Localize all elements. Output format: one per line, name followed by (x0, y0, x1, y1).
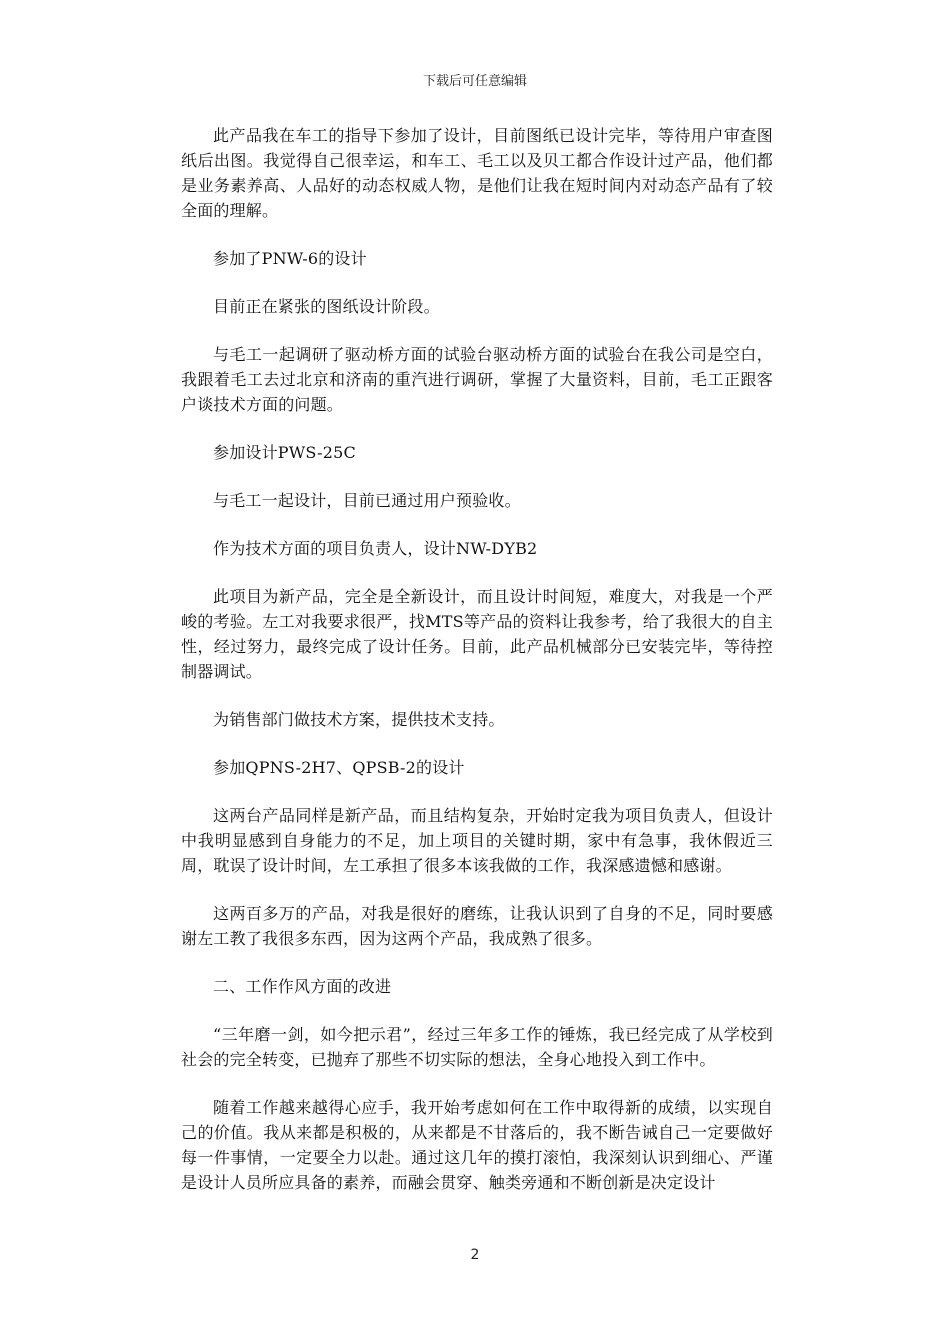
paragraph-14: “三年磨一剑，如今把示君”，经过三年多工作的锤炼，我已经完成了从学校到社会的完全转变，已抛弃了那些不切实际的想法，全身心地投入到工作中。 (181, 1025, 773, 1069)
paragraph-5: 参加设计PWS-25C (213, 443, 356, 462)
page-header: 下载后可任意编辑 (422, 74, 527, 89)
paragraph-10: 参加QPNS-2H7、QPSB-2的设计 (213, 758, 465, 777)
section-heading: 二、工作作风方面的改进 (213, 977, 392, 996)
document-body (181, 123, 773, 1218)
page-number: 2 (470, 1247, 480, 1263)
paragraph-1: 此产品我在车工的指导下参加了设计，目前图纸已设计完毕，等待用户审查图纸后出图。我觉得自己很幸运，和车工、毛工以及贝工都合作设计过产品，他们都是业务素养高、人品好的动态权威人物，是他们让我在短时间内对动态产品有了较全面的理解。 (181, 126, 773, 220)
paragraph-11: 这两台产品同样是新产品，而且结构复杂，开始时定我为项目负责人，但设计中我明显感到自身能力的不足，加上项目的关键时期，家中有急事，我休假近三周，耽误了设计时间，左工承担了很多本该我做的工作，我深感遗憾和感谢。 (181, 806, 773, 875)
paragraph-2: 参加了PNW-6的设计 (213, 249, 367, 268)
paragraph-3: 目前正在紧张的图纸设计阶段。 (213, 297, 440, 316)
paragraph-8: 此项目为新产品，完全是全新设计，而且设计时间短，难度大，对我是一个严峻的考验。左工对我要求很严，找MTS等产品的资料让我参考，给了我很大的自主性，经过努力，最终完成了设计任务。目前，此产品机械部分已安装完毕，等待控制器调试。 (181, 587, 773, 681)
paragraph-6: 与毛工一起设计，目前已通过用户预验收。 (213, 491, 521, 510)
paragraph-9: 为销售部门做技术方案，提供技术支持。 (213, 710, 505, 729)
paragraph-4: 与毛工一起调研了驱动桥方面的试验台驱动桥方面的试验台在我公司是空白，我跟着毛工去过北京和济南的重汽进行调研，掌握了大量资料，目前，毛工正跟客户谈技术方面的问题。 (181, 345, 773, 414)
paragraph-7: 作为技术方面的项目负责人，设计NW-DYB2 (213, 539, 538, 558)
paragraph-12: 这两百多万的产品，对我是很好的磨练，让我认识到了自身的不足，同时要感谢左工教了我很多东西，因为这两个产品，我成熟了很多。 (181, 904, 773, 948)
paragraph-15: 随着工作越来越得心应手，我开始考虑如何在工作中取得新的成绩，以实现自己的价值。我从来都是积极的，从来都是不甘落后的，我不断告诫自己一定要做好每一件事情，一定要全力以赴。通过这几年的摸打滚怕，我深刻认识到细心、严谨是设计人员所应具备的素养，而融会贯穿、触类旁通和不断创新是决定设计 (181, 1098, 773, 1192)
